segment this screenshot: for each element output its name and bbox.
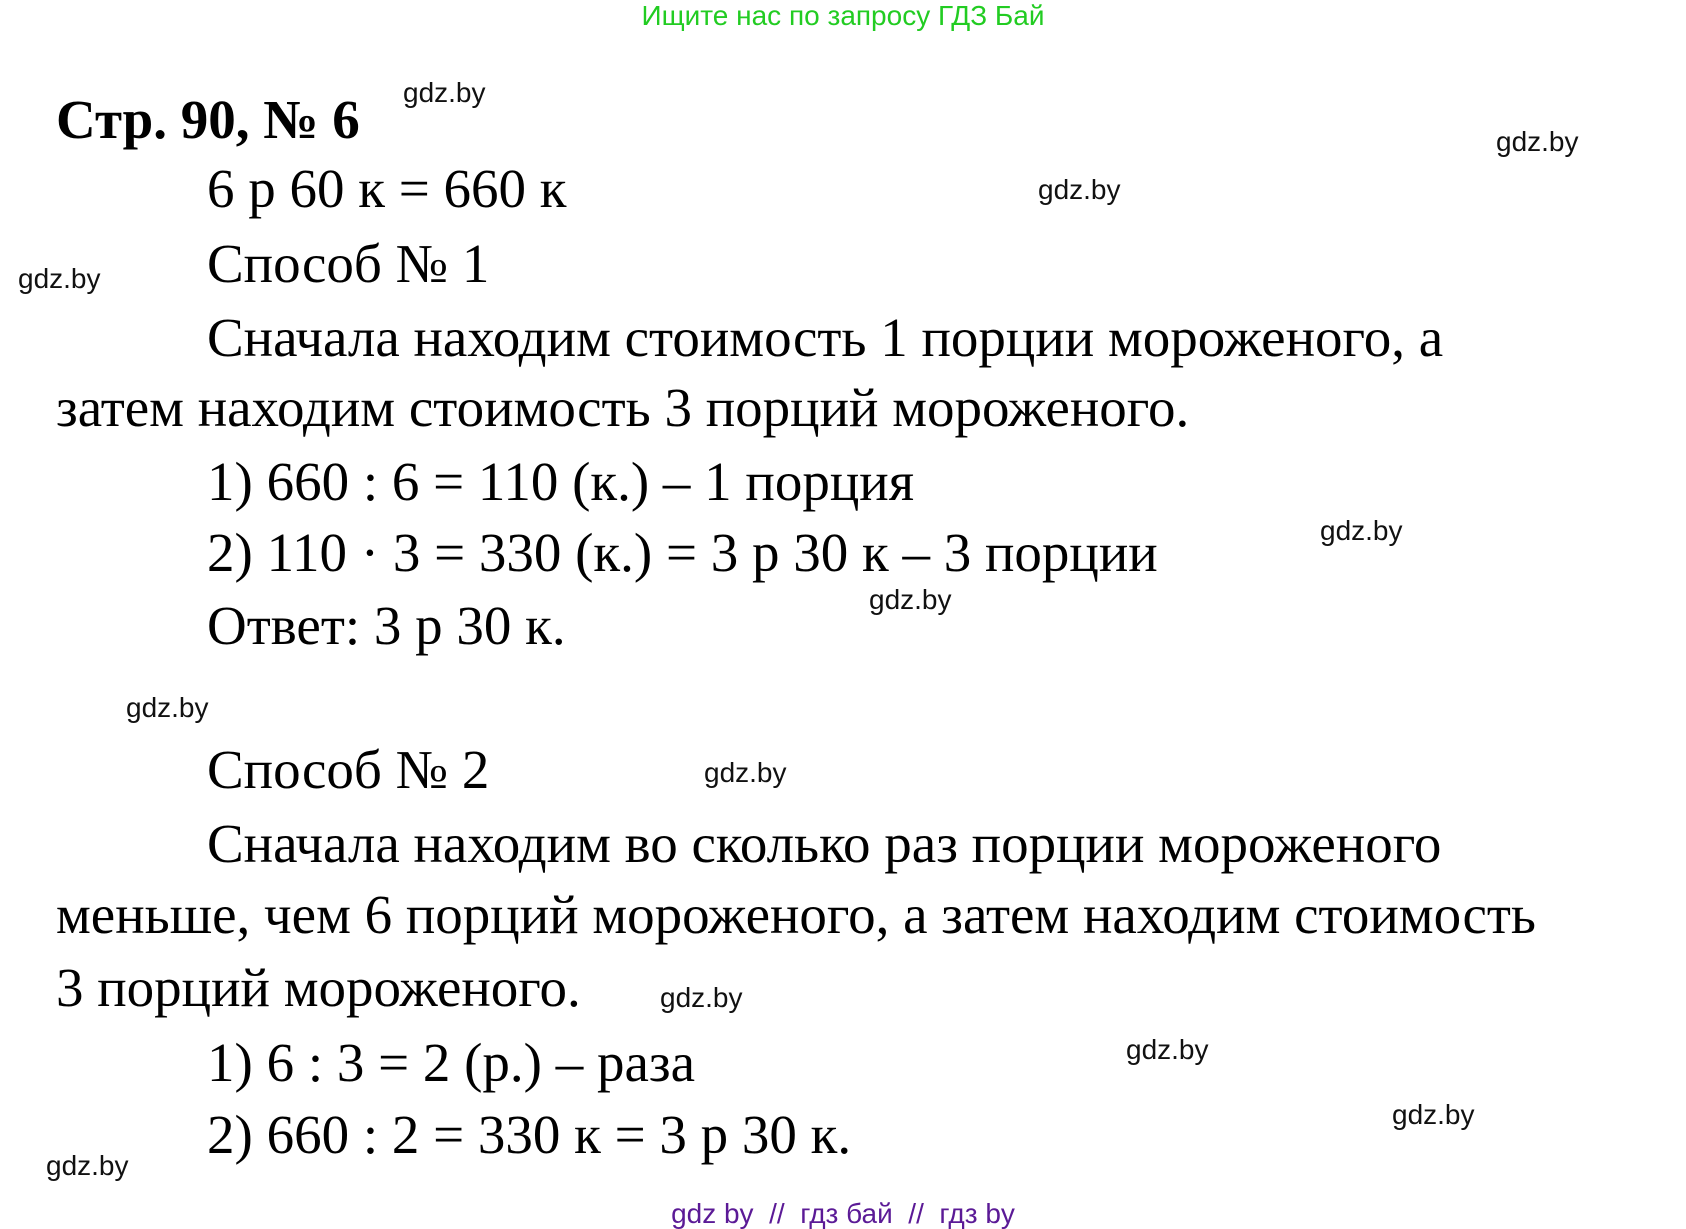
- method-1-heading: Способ № 1: [207, 233, 490, 294]
- watermark: gdz.by: [46, 1150, 129, 1181]
- method-2-step-2: 2) 660 : 2 = 330 к = 3 р 30 к.: [207, 1104, 852, 1165]
- method-1-step-1: 1) 660 : 6 = 110 (к.) – 1 порция: [207, 451, 915, 512]
- method-2-text-cont: меньше, чем 6 порций мороженого, а затем находим стоимость: [56, 884, 1536, 945]
- method-1-answer: Ответ: 3 р 30 к.: [207, 595, 566, 656]
- footer-links: gdz by // гдз бай // гдз by: [671, 1198, 1015, 1229]
- watermark: gdz.by: [704, 757, 787, 788]
- method-1-text-cont: затем находим стоимость 3 порций мороженого.: [56, 377, 1190, 438]
- watermark: gdz.by: [1496, 126, 1579, 157]
- watermark: gdz.by: [1038, 174, 1121, 205]
- method-2-step-1: 1) 6 : 3 = 2 (р.) – раза: [207, 1032, 696, 1093]
- watermark: gdz.by: [403, 77, 486, 108]
- watermark: gdz.by: [126, 692, 209, 723]
- method-2-heading: Способ № 2: [207, 739, 490, 800]
- method-2-text: Сначала находим во сколько раз порции мороженого: [207, 813, 1442, 874]
- watermark: gdz.by: [660, 982, 743, 1013]
- method-1-step-2: 2) 110 · 3 = 330 (к.) = 3 р 30 к – 3 порции: [207, 522, 1158, 583]
- promo-header: Ищите нас по запросу ГДЗ Бай: [641, 0, 1045, 31]
- page-title: Стр. 90, № 6: [56, 89, 360, 150]
- watermark: gdz.by: [1320, 515, 1403, 546]
- watermark: gdz.by: [869, 584, 952, 615]
- watermark: gdz.by: [18, 263, 101, 294]
- watermark: gdz.by: [1126, 1034, 1209, 1065]
- watermark: gdz.by: [1392, 1099, 1475, 1130]
- method-1-text: Сначала находим стоимость 1 порции мороженого, а: [207, 307, 1444, 368]
- method-2-text-cont-2: 3 порций мороженого.: [56, 957, 581, 1018]
- conversion-line: 6 р 60 к = 660 к: [207, 158, 567, 219]
